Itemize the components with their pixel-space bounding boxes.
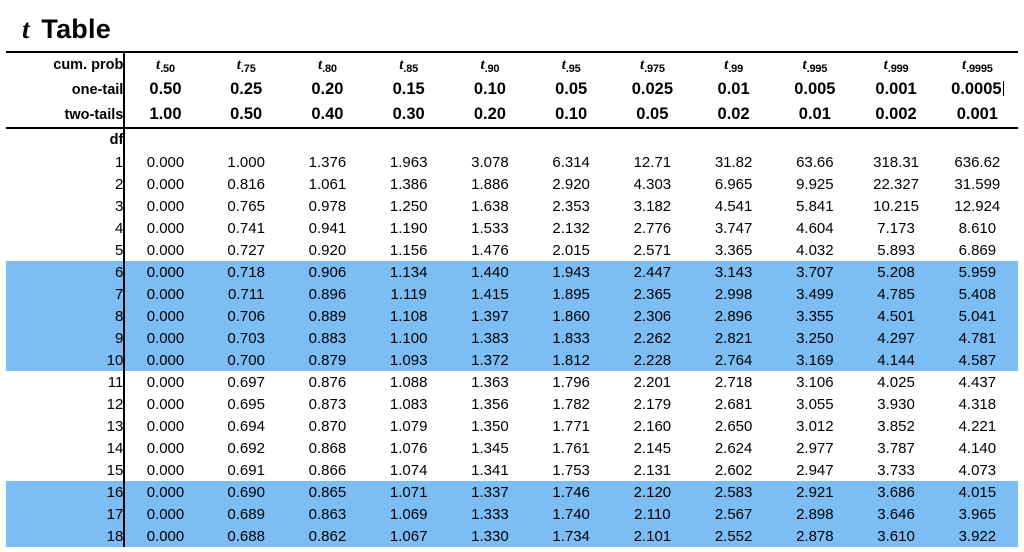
critical-value: 0.000 (146, 439, 185, 457)
critical-value: 3.930 (877, 395, 915, 413)
critical-value: 2.306 (612, 305, 693, 327)
critical-value: 2.365 (612, 283, 693, 305)
critical-value: 0.978 (308, 197, 347, 215)
df-value: 5 (6, 239, 124, 261)
critical-value: 1.350 (471, 417, 509, 435)
critical-value: 1.782 (552, 395, 590, 413)
row-label-two-tails: two-tails (6, 102, 124, 128)
critical-value: 0.000 (124, 283, 205, 305)
df-header-spacer-6 (531, 128, 612, 151)
table-row (6, 349, 1018, 371)
critical-value: 0.706 (206, 305, 287, 327)
critical-value: 0.741 (227, 219, 265, 237)
df-value: 17 (6, 503, 124, 525)
critical-value: 2.101 (612, 525, 693, 547)
critical-value: 2.179 (633, 395, 672, 413)
table-row (6, 415, 1018, 437)
critical-value: 1.440 (449, 261, 530, 283)
df-value: 2 (6, 173, 124, 195)
header-row-one-tail (6, 77, 1018, 102)
critical-value: 6.869 (958, 241, 997, 259)
table-row (6, 525, 1018, 547)
critical-value: 3.610 (855, 525, 936, 547)
df-header-spacer-7 (612, 128, 693, 151)
critical-value: 4.303 (633, 175, 672, 193)
two-tails-value-4: 0.30 (368, 102, 449, 128)
critical-value: 0.000 (124, 503, 205, 525)
critical-value: 0.000 (146, 417, 185, 435)
critical-value: 4.587 (937, 349, 1018, 371)
critical-value: 2.571 (633, 241, 672, 259)
critical-value: 0.000 (124, 261, 205, 283)
critical-value: 0.000 (124, 349, 205, 371)
table-row (6, 327, 1018, 349)
critical-value: 3.707 (774, 261, 855, 283)
table-row (6, 173, 1018, 195)
critical-value: 1.345 (471, 439, 509, 457)
critical-value: 0.000 (124, 305, 205, 327)
critical-value: 0.862 (287, 525, 368, 547)
critical-value: 1.397 (449, 305, 530, 327)
critical-value: 0.870 (308, 417, 347, 435)
two-tails-value-11: 0.001 (937, 102, 1018, 128)
one-tail-value-10: 0.001 (875, 80, 917, 98)
critical-value: 4.501 (855, 305, 936, 327)
critical-value: 0.711 (206, 283, 287, 305)
critical-value: 0.000 (146, 241, 185, 259)
critical-value: 1.093 (368, 349, 449, 371)
critical-value: 0.863 (287, 503, 368, 525)
critical-value: 1.108 (368, 305, 449, 327)
critical-value: 0.000 (146, 461, 185, 479)
critical-value: 2.567 (693, 503, 774, 525)
df-value: 14 (6, 437, 124, 459)
critical-value: 1.079 (389, 417, 428, 435)
column-header-t-5: $t_{.90}$ (449, 52, 530, 77)
critical-value: 3.106 (796, 373, 834, 391)
two-tails-value-5: 0.20 (449, 102, 530, 128)
column-header-t-4: $t_{.85}$ (368, 52, 449, 77)
critical-value: 1.963 (389, 153, 428, 171)
critical-value: 0.896 (287, 283, 368, 305)
critical-value: 2.131 (633, 461, 672, 479)
critical-value: 0.000 (124, 525, 205, 547)
critical-value: 3.143 (693, 261, 774, 283)
critical-value: 0.688 (206, 525, 287, 547)
critical-value: 2.977 (796, 439, 834, 457)
table-row (6, 151, 1018, 173)
one-tail-value-1: 0.50 (149, 80, 182, 98)
critical-value: 2.120 (612, 481, 693, 503)
column-header-t-7: $t_{.975}$ (612, 52, 693, 77)
critical-value: 2.896 (693, 305, 774, 327)
critical-value: 2.650 (714, 417, 753, 435)
table-row (6, 459, 1018, 481)
critical-value: 1.533 (471, 219, 509, 237)
critical-value: 0.889 (287, 305, 368, 327)
column-header-t-3: $t_{.80}$ (287, 52, 368, 77)
df-header-spacer-9 (774, 128, 855, 151)
critical-value: 4.785 (855, 283, 936, 305)
df-header-spacer-11 (937, 128, 1018, 151)
two-tails-value-2: 0.50 (206, 102, 287, 128)
table-row (6, 393, 1018, 415)
df-value: 18 (6, 525, 124, 547)
critical-value: 2.602 (714, 461, 753, 479)
critical-value: 0.690 (206, 481, 287, 503)
critical-value: 1.943 (531, 261, 612, 283)
critical-value: 2.718 (714, 373, 753, 391)
critical-value: 0.865 (287, 481, 368, 503)
two-tails-value-1: 1.00 (124, 102, 205, 128)
critical-value: 1.860 (531, 305, 612, 327)
critical-value: 1.333 (449, 503, 530, 525)
critical-value: 1.415 (449, 283, 530, 305)
critical-value: 2.920 (552, 175, 590, 193)
critical-value: 4.781 (937, 327, 1018, 349)
two-tails-value-10: 0.002 (855, 102, 936, 128)
column-header-t-10: $t_{.999}$ (855, 52, 936, 77)
critical-value: 0.000 (146, 373, 185, 391)
critical-value: 4.144 (855, 349, 936, 371)
critical-value: 3.078 (471, 153, 509, 171)
critical-value: 5.893 (877, 241, 915, 259)
critical-value: 1.363 (471, 373, 509, 391)
critical-value: 1.100 (368, 327, 449, 349)
table-row (6, 371, 1018, 393)
critical-value: 0.697 (227, 373, 265, 391)
table-row (6, 195, 1018, 217)
critical-value: 1.753 (552, 461, 590, 479)
df-value: 9 (6, 327, 124, 349)
table-row (6, 437, 1018, 459)
critical-value: 1.061 (308, 175, 347, 193)
critical-value: 2.764 (693, 349, 774, 371)
header-row-df (6, 128, 1018, 151)
critical-value: 5.841 (796, 197, 834, 215)
critical-value: 1.076 (389, 439, 428, 457)
critical-value: 3.169 (774, 349, 855, 371)
column-header-t-8: $t_{.99}$ (693, 52, 774, 77)
two-tails-value-3: 0.40 (287, 102, 368, 128)
critical-value: 3.499 (774, 283, 855, 305)
table-row (6, 239, 1018, 261)
critical-value: 1.190 (389, 219, 428, 237)
critical-value: 4.073 (958, 461, 997, 479)
df-value: 15 (6, 459, 124, 481)
critical-value: 9.925 (796, 175, 834, 193)
critical-value: 3.250 (774, 327, 855, 349)
critical-value: 4.437 (958, 373, 997, 391)
critical-value: 1.069 (368, 503, 449, 525)
critical-value: 1.796 (552, 373, 590, 391)
critical-value: 2.110 (612, 503, 693, 525)
critical-value: 5.208 (855, 261, 936, 283)
critical-value: 3.055 (796, 395, 834, 413)
critical-value: 4.032 (796, 241, 834, 259)
critical-value: 12.71 (633, 153, 672, 171)
page-title-text: Table (33, 14, 111, 44)
critical-value: 0.691 (227, 461, 265, 479)
df-header-spacer-1 (124, 128, 205, 151)
critical-value: 2.878 (774, 525, 855, 547)
critical-value: 3.012 (796, 417, 834, 435)
critical-value: 2.583 (693, 481, 774, 503)
critical-value: 2.015 (552, 241, 590, 259)
critical-value: 2.898 (774, 503, 855, 525)
critical-value: 4.015 (937, 481, 1018, 503)
critical-value: 8.610 (958, 219, 997, 237)
critical-value: 1.341 (471, 461, 509, 479)
df-value: 3 (6, 195, 124, 217)
critical-value: 0.000 (124, 481, 205, 503)
critical-value: 2.776 (633, 219, 672, 237)
page-title-symbol: t (22, 14, 30, 44)
df-header-spacer-10 (855, 128, 936, 151)
critical-value: 2.228 (612, 349, 693, 371)
table-row (6, 217, 1018, 239)
critical-value: 22.327 (873, 175, 920, 193)
critical-value: 2.132 (552, 219, 590, 237)
critical-value: 0.727 (227, 241, 265, 259)
critical-value: 3.922 (937, 525, 1018, 547)
critical-value: 0.694 (227, 417, 265, 435)
critical-value: 4.604 (796, 219, 834, 237)
critical-value: 0.000 (146, 197, 185, 215)
critical-value: 3.787 (877, 439, 915, 457)
df-value: 1 (6, 151, 124, 173)
df-value: 8 (6, 305, 124, 327)
column-header-t-1: $t_{.50}$ (124, 52, 205, 77)
critical-value: 2.821 (693, 327, 774, 349)
critical-value: 1.476 (471, 241, 509, 259)
df-value: 11 (6, 371, 124, 393)
critical-value: 2.998 (693, 283, 774, 305)
df-value: 12 (6, 393, 124, 415)
critical-value: 0.000 (146, 219, 185, 237)
critical-value: 0.879 (287, 349, 368, 371)
t-distribution-table (6, 51, 1018, 547)
page-title (22, 14, 1024, 45)
critical-value: 2.681 (714, 395, 753, 413)
critical-value: 3.355 (774, 305, 855, 327)
table-row (6, 283, 1018, 305)
critical-value: 2.921 (774, 481, 855, 503)
critical-value: 0.000 (124, 327, 205, 349)
critical-value: 1.330 (449, 525, 530, 547)
df-value: 4 (6, 217, 124, 239)
df-header-spacer-8 (693, 128, 774, 151)
critical-value: 0.920 (308, 241, 347, 259)
critical-value: 2.624 (714, 439, 753, 457)
critical-value: 0.000 (146, 153, 185, 171)
critical-value: 0.883 (287, 327, 368, 349)
header-row-cum-prob (6, 52, 1018, 77)
two-tails-value-9: 0.01 (774, 102, 855, 128)
critical-value: 2.201 (633, 373, 672, 391)
critical-value: 1.074 (389, 461, 428, 479)
critical-value: 4.297 (855, 327, 936, 349)
critical-value: 2.262 (612, 327, 693, 349)
critical-value: 2.552 (693, 525, 774, 547)
critical-value: 1.740 (531, 503, 612, 525)
critical-value: 318.31 (873, 153, 920, 171)
critical-value: 636.62 (954, 153, 1001, 171)
critical-value: 1.734 (531, 525, 612, 547)
critical-value: 1.895 (531, 283, 612, 305)
table-row (6, 305, 1018, 327)
critical-value: 5.408 (937, 283, 1018, 305)
column-header-t-6: $t_{.95}$ (531, 52, 612, 77)
critical-value: 12.924 (954, 197, 1001, 215)
critical-value: 0.718 (206, 261, 287, 283)
critical-value: 0.873 (308, 395, 347, 413)
critical-value: 1.083 (389, 395, 428, 413)
critical-value: 4.025 (877, 373, 915, 391)
critical-value: 1.134 (368, 261, 449, 283)
df-value: 13 (6, 415, 124, 437)
critical-value: 3.686 (855, 481, 936, 503)
critical-value: 2.353 (552, 197, 590, 215)
critical-value: 0.703 (206, 327, 287, 349)
df-header-spacer-3 (287, 128, 368, 151)
critical-value: 3.646 (855, 503, 936, 525)
one-tail-value-5: 0.10 (473, 80, 506, 98)
critical-value: 1.119 (368, 283, 449, 305)
one-tail-value-8: 0.01 (717, 80, 750, 98)
column-header-t-11: $t_{.9995}$ (937, 52, 1018, 77)
critical-value: 0.695 (227, 395, 265, 413)
critical-value: 31.82 (714, 153, 753, 171)
critical-value: 3.365 (714, 241, 753, 259)
two-tails-value-7: 0.05 (612, 102, 693, 128)
critical-value: 3.747 (714, 219, 753, 237)
critical-value: 4.221 (958, 417, 997, 435)
column-header-t-2: $t_{.75}$ (206, 52, 287, 77)
critical-value: 1.356 (471, 395, 509, 413)
critical-value: 0.692 (227, 439, 265, 457)
critical-value: 1.383 (449, 327, 530, 349)
critical-value: 0.866 (308, 461, 347, 479)
critical-value: 0.941 (308, 219, 347, 237)
critical-value: 0.000 (146, 395, 185, 413)
critical-value: 5.041 (937, 305, 1018, 327)
critical-value: 0.906 (287, 261, 368, 283)
column-header-t-9: $t_{.995}$ (774, 52, 855, 77)
critical-value: 2.947 (796, 461, 834, 479)
critical-value: 1.156 (389, 241, 428, 259)
critical-value: 1.372 (449, 349, 530, 371)
one-tail-value-6: 0.05 (555, 80, 588, 98)
critical-value: 3.852 (877, 417, 915, 435)
critical-value: 3.965 (937, 503, 1018, 525)
df-header-spacer-2 (206, 128, 287, 151)
critical-value: 1.071 (368, 481, 449, 503)
one-tail-value-9: 0.005 (794, 80, 836, 98)
critical-value: 1.000 (227, 153, 265, 171)
critical-value: 0.868 (308, 439, 347, 457)
critical-value: 1.376 (308, 153, 347, 171)
critical-value: 4.541 (714, 197, 753, 215)
critical-value: 6.314 (552, 153, 590, 171)
one-tail-value-3: 0.20 (311, 80, 344, 98)
critical-value: 1.746 (531, 481, 612, 503)
critical-value: 0.700 (206, 349, 287, 371)
one-tail-value-11: 0.0005 (951, 80, 1002, 98)
critical-value: 2.447 (612, 261, 693, 283)
critical-value: 4.318 (958, 395, 997, 413)
df-value: 10 (6, 349, 124, 371)
critical-value: 1.761 (552, 439, 590, 457)
critical-value: 0.689 (206, 503, 287, 525)
row-label-one-tail: one-tail (6, 77, 124, 102)
critical-value: 0.876 (308, 373, 347, 391)
critical-value: 1.833 (531, 327, 612, 349)
critical-value: 7.173 (877, 219, 915, 237)
critical-value: 0.000 (146, 175, 185, 193)
critical-value: 1.886 (471, 175, 509, 193)
critical-value: 1.088 (389, 373, 428, 391)
critical-value: 1.337 (449, 481, 530, 503)
critical-value: 3.182 (633, 197, 672, 215)
critical-value: 1.386 (389, 175, 428, 193)
table-row (6, 503, 1018, 525)
table-row (6, 481, 1018, 503)
critical-value: 6.965 (714, 175, 753, 193)
df-header-spacer-5 (449, 128, 530, 151)
df-value: 16 (6, 481, 124, 503)
critical-value: 1.067 (368, 525, 449, 547)
critical-value: 1.638 (471, 197, 509, 215)
critical-value: 0.816 (227, 175, 265, 193)
critical-value: 10.215 (873, 197, 920, 215)
one-tail-value-2: 0.25 (230, 80, 263, 98)
df-value: 7 (6, 283, 124, 305)
critical-value: 1.812 (531, 349, 612, 371)
critical-value: 2.145 (633, 439, 672, 457)
critical-value: 63.66 (796, 153, 834, 171)
critical-value: 4.140 (958, 439, 997, 457)
critical-value: 31.599 (954, 175, 1001, 193)
critical-value: 1.771 (552, 417, 590, 435)
df-value: 6 (6, 261, 124, 283)
two-tails-value-6: 0.10 (531, 102, 612, 128)
critical-value: 1.250 (389, 197, 428, 215)
table-row (6, 261, 1018, 283)
df-header-spacer-4 (368, 128, 449, 151)
critical-value: 0.765 (227, 197, 265, 215)
two-tails-value-8: 0.02 (693, 102, 774, 128)
header-row-two-tails (6, 102, 1018, 128)
one-tail-value-7: 0.025 (631, 80, 674, 98)
critical-value: 3.733 (877, 461, 915, 479)
row-label-cum-prob: cum. prob (6, 52, 124, 77)
one-tail-value-4: 0.15 (392, 80, 425, 98)
table-body (6, 52, 1018, 547)
row-label-df: df (6, 128, 124, 151)
critical-value: 5.959 (937, 261, 1018, 283)
critical-value: 2.160 (633, 417, 672, 435)
